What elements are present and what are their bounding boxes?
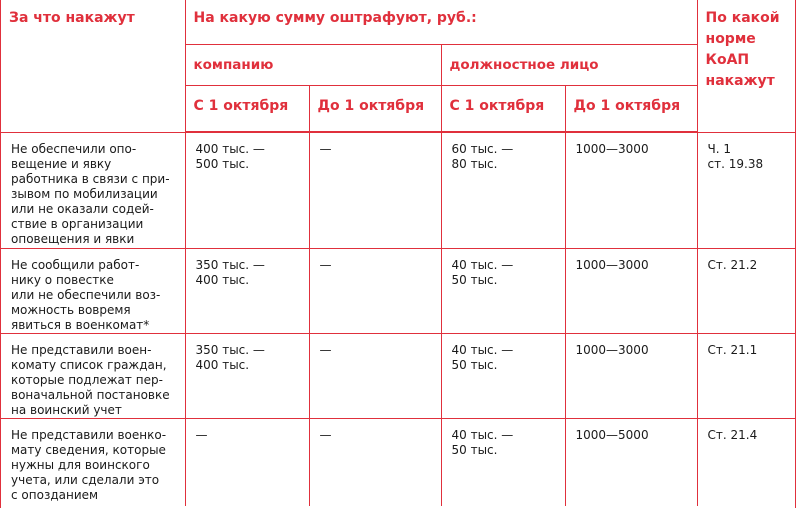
table-row	[1, 418, 795, 506]
violation-cell	[1, 132, 185, 248]
table-row	[1, 333, 795, 418]
violation-cell	[1, 248, 185, 333]
header-fine-amount: На какую сумму оштрафуют, руб.:	[185, 0, 697, 44]
violation-line: воначальной постановке	[11, 387, 170, 402]
norm-line: Ч. 1	[707, 141, 732, 156]
amount-line: 40 тыс. —	[451, 342, 514, 357]
violation-line: комату список граждан,	[11, 357, 167, 372]
table-row	[1, 132, 795, 248]
official-from-cell	[441, 418, 565, 506]
company-until-cell: —	[309, 132, 441, 248]
violation-line: на воинский учет	[11, 402, 122, 417]
violation-line: нужны для воинского	[11, 457, 150, 472]
header-norm-line: КоАП	[705, 52, 750, 68]
norm-cell	[697, 132, 795, 248]
company-from-cell	[185, 132, 309, 248]
norm-line: Ст. 21.1	[707, 342, 758, 357]
header-company-from-oct: С 1 октября	[185, 85, 309, 132]
header-official: должностное лицо	[441, 44, 697, 85]
header-company-until-oct: До 1 октября	[309, 85, 441, 132]
amount-line: 60 тыс. —	[451, 142, 514, 156]
amount-line: 50 тыс.	[451, 272, 498, 287]
violation-line: оповещения и явки	[11, 231, 135, 246]
violation-line: Не сообщили работ-	[11, 257, 140, 272]
violation-line: Не представили военко-	[11, 427, 167, 442]
violation-line: Не представили воен-	[11, 342, 152, 357]
fines-table	[1, 0, 795, 506]
amount-line: 50 тыс.	[451, 357, 498, 372]
violation-line: или не оказали содей-	[11, 201, 154, 216]
amount-line: 50 тыс.	[451, 442, 498, 457]
violation-line: вещение и явку	[11, 156, 112, 171]
official-from-cell	[441, 132, 565, 248]
company-until-cell: —	[309, 418, 441, 506]
amount-line: 400 тыс.	[195, 357, 250, 372]
amount-line: 40 тыс. —	[451, 257, 514, 272]
amount-line: 350 тыс. —	[195, 257, 265, 272]
header-norm	[697, 0, 795, 132]
company-until-cell: —	[309, 333, 441, 418]
violation-line: учета, или сделали это	[11, 472, 160, 487]
official-from-cell	[441, 333, 565, 418]
amount-line: 400 тыс. —	[195, 142, 265, 156]
violation-line: работника в связи с при-	[11, 171, 170, 186]
table-row	[1, 248, 795, 333]
violation-line: с опозданием	[11, 487, 99, 502]
header-official-from-oct: С 1 октября	[441, 85, 565, 132]
violation-line: можность вовремя	[11, 302, 131, 317]
header-violation: За что накажут	[1, 0, 185, 132]
amount-line: 350 тыс. —	[195, 342, 265, 357]
violation-line: которые подлежат пер-	[11, 372, 163, 387]
violation-line: или не обеспечили воз-	[11, 287, 161, 302]
norm-cell	[697, 418, 795, 506]
norm-line: ст. 19.38	[707, 156, 764, 171]
violation-line: явиться в военкомат*	[11, 317, 150, 332]
company-until-cell: —	[309, 248, 441, 333]
header-official-until-oct: До 1 октября	[565, 85, 697, 132]
norm-line: Ст. 21.2	[707, 257, 758, 272]
header-row-1	[1, 0, 795, 44]
table-body	[1, 132, 795, 506]
table-header	[1, 0, 795, 132]
amount-line: 500 тыс.	[195, 157, 250, 171]
norm-cell	[697, 248, 795, 333]
official-until-cell: 1000—3000	[565, 248, 697, 333]
official-until-cell: 1000—5000	[565, 418, 697, 506]
norm-line: Ст. 21.4	[707, 427, 758, 442]
header-norm-line: По какой	[705, 10, 780, 26]
violation-line: Не обеспечили опо-	[11, 141, 137, 156]
violation-line: зывом по мобилизации	[11, 186, 158, 201]
official-until-cell: 1000—3000	[565, 132, 697, 248]
violation-cell	[1, 418, 185, 506]
official-from-cell	[441, 248, 565, 333]
violation-line: нику о повестке	[11, 272, 114, 287]
amount-line: 400 тыс.	[195, 272, 250, 287]
company-from-cell	[185, 418, 309, 506]
violation-cell	[1, 333, 185, 418]
official-until-cell: 1000—3000	[565, 333, 697, 418]
company-from-cell	[185, 248, 309, 333]
norm-cell	[697, 333, 795, 418]
violation-line: ствие в организации	[11, 216, 144, 231]
violation-line: мату сведения, которые	[11, 442, 166, 457]
amount-line: 40 тыс. —	[451, 427, 514, 442]
header-norm-line: накажут	[705, 73, 775, 89]
header-norm-line: норме	[705, 31, 756, 47]
amount-line: —	[195, 427, 208, 442]
company-from-cell	[185, 333, 309, 418]
header-company: компанию	[185, 44, 441, 85]
amount-line: 80 тыс.	[451, 157, 498, 171]
